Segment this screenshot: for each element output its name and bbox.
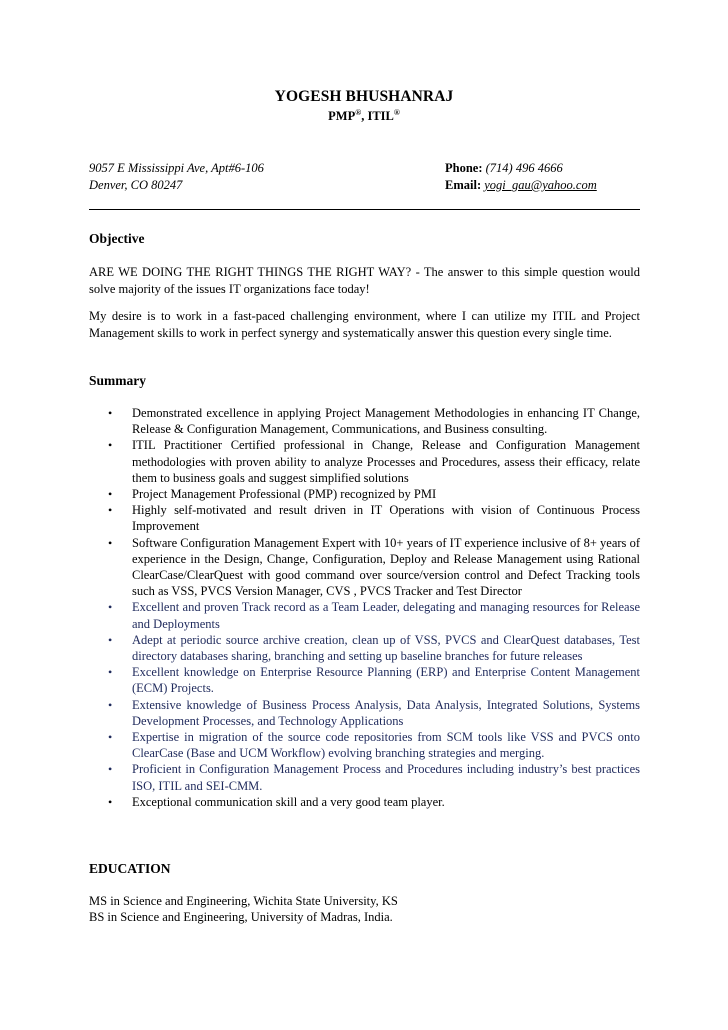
- address-line-2: Denver, CO 80247: [89, 178, 183, 192]
- education-heading: EDUCATION: [89, 861, 171, 876]
- registered-mark: ®: [393, 107, 400, 117]
- bullet-icon: •: [108, 730, 113, 745]
- summary-heading: Summary: [89, 373, 146, 388]
- list-item: • Excellent knowledge on Enterprise Resource Planning (ERP) and Enterprise Content Management (ECM) Projects.: [108, 665, 640, 696]
- education-line-1: MS in Science and Engineering, Wichita State University, KS: [89, 894, 398, 908]
- email-link[interactable]: yogi_gau@yahoo.com: [484, 178, 597, 192]
- objective-heading: Objective: [89, 231, 145, 246]
- credential-itil: , ITIL: [361, 109, 394, 123]
- credentials: [0, 109, 728, 124]
- list-item: • Adept at periodic source archive creation, clean up of VSS, PVCS and ClearQuest databases, Test directory databases sharing, branching and setting up baseline branches for future releases: [108, 632, 640, 664]
- list-item: • Project Management Professional (PMP) recognized by PMI: [108, 487, 437, 502]
- list-item: • Demonstrated excellence in applying Project Management Methodologies in enhancing IT Change, Release & Configuration Management, Communications, and Business consulting.: [108, 406, 640, 437]
- bullet-icon: •: [108, 406, 113, 420]
- bullet-icon: •: [108, 794, 113, 809]
- list-item: • Extensive knowledge of Business Process Analysis, Data Analysis, Integrated Solutions, Systems Development Processes, and Technology Applications: [108, 697, 640, 728]
- address-line-1: 9057 E Mississippi Ave, Apt#6-106: [89, 161, 264, 175]
- summary-list: [89, 405, 640, 810]
- candidate-name: YOGESH BHUSHANRAJ: [274, 88, 454, 105]
- bullet-icon: •: [108, 487, 113, 502]
- bullet-icon: •: [108, 697, 113, 712]
- bullet-icon: •: [108, 503, 113, 518]
- bullet-icon: •: [108, 632, 113, 647]
- bullet-icon: •: [108, 762, 113, 777]
- registered-mark: ®: [355, 107, 362, 117]
- phone: [445, 161, 563, 176]
- list-item: • Excellent and proven Track record as a Team Leader, delegating and managing resources for Release and Deployments: [108, 600, 640, 631]
- objective-paragraph-1: ARE WE DOING THE RIGHT THINGS THE RIGHT WAY? - The answer to this simple question would solve majority of the issues IT organizations face today!: [89, 265, 640, 296]
- email-label: Email:: [445, 178, 482, 192]
- header-divider: [89, 209, 640, 210]
- list-item: • Expertise in migration of the source code repositories from SCM tools like VSS and PVCS onto ClearCase (Base and UCM Workflow) evolving branching strategies and merging.: [108, 730, 640, 761]
- list-item: • Software Configuration Management Expert with 10+ years of IT experience inclusive of 8+ years of experience in the Design, Change, Configuration, Deploy and Release Management using Rational ClearCase/ClearQuest with good command over source/version control and Defect Tracking tools such as VSS, PVCS Version Manager, CVS , PVCS Tracker and Test Director: [108, 535, 640, 599]
- list-item: • Exceptional communication skill and a very good team player.: [108, 794, 445, 809]
- list-item: • ITIL Practitioner Certified professional in Change, Release and Configuration Management methodologies with proven ability to analyze Processes and Procedures, assess their efficacy, relate them to business goals and suggest simplified solutions: [108, 438, 640, 485]
- phone-label: Phone:: [445, 161, 483, 175]
- bullet-icon: •: [108, 438, 113, 453]
- bullet-icon: •: [108, 600, 113, 615]
- bullet-icon: •: [108, 535, 113, 550]
- credential-pmp: PMP: [328, 109, 356, 123]
- objective-paragraph-2: My desire is to work in a fast-paced challenging environment, where I can utilize my ITIL and Project Management skills to work in perfect synergy and systematically answer this question every single time.: [89, 309, 640, 340]
- list-item: • Highly self-motivated and result driven in IT Operations with vision of Continuous Process Improvement: [108, 503, 640, 534]
- email: [445, 178, 597, 193]
- phone-value: (714) 496 4666: [485, 161, 563, 175]
- education-line-2: BS in Science and Engineering, University of Madras, India.: [89, 910, 393, 924]
- bullet-icon: •: [108, 665, 113, 680]
- list-item: • Proficient in Configuration Management Process and Procedures including industry’s best practices ISO, ITIL and SEI-CMM.: [108, 762, 640, 793]
